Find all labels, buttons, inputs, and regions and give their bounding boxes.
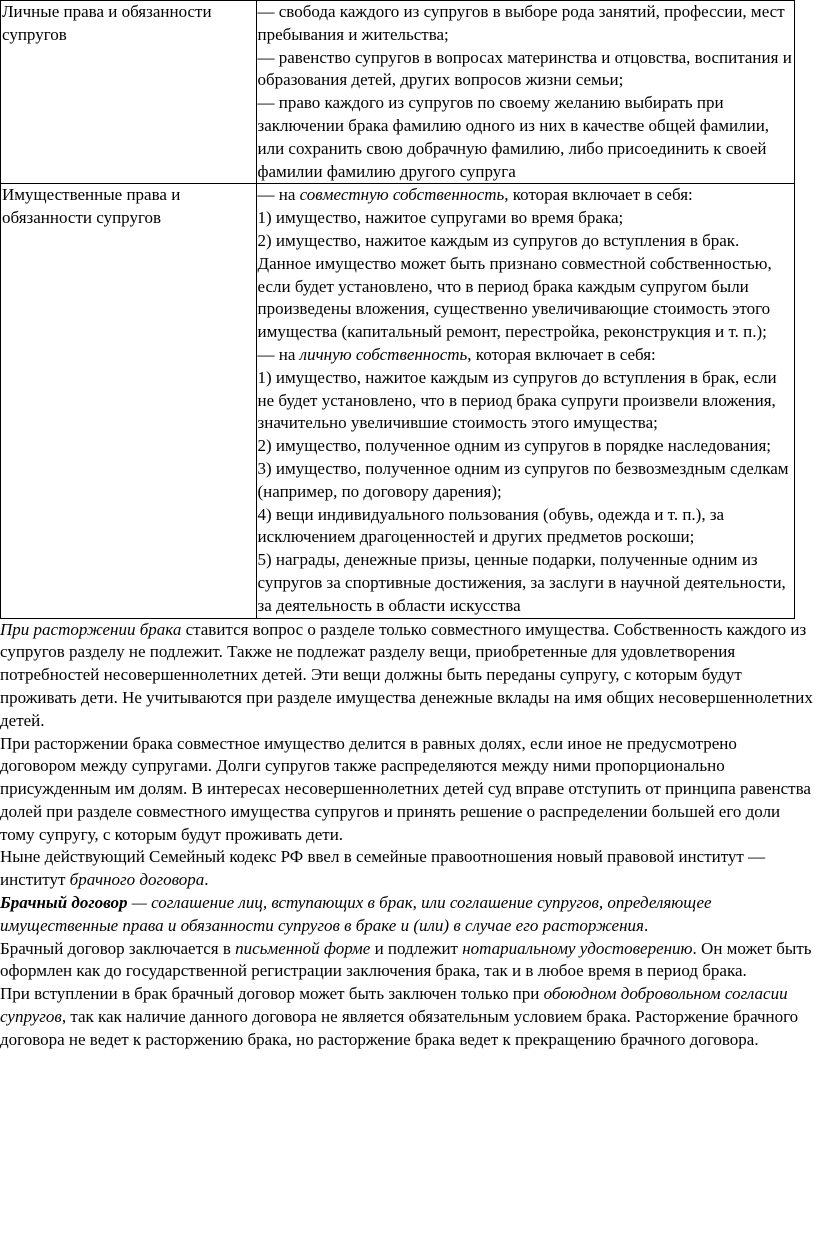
paragraph-text: При вступлении в брак брачный договор может быть заключен только при [0, 984, 544, 1004]
body-text [0, 619, 815, 1052]
list-item: 3) имущество, полученное одним из супругов по безвозмездным сделкам (например, по договору дарения); [257, 458, 789, 501]
punctuation: . [643, 915, 649, 935]
paragraph-definition [0, 892, 815, 938]
italic-lead: При расторжении брака [0, 619, 182, 639]
list-item: 5) награды, денежные призы, ценные подарки, полученные одним из супругов за спортивные достижения, за заслуги в научной деятельности, за деятельность в области искусства [257, 550, 786, 615]
paragraph-text: и подлежит [370, 938, 463, 958]
row-content [256, 1, 795, 184]
heading-suffix: , которая включает в себя: [504, 185, 693, 205]
dash-prefix: — на [257, 344, 300, 364]
rights-table [0, 0, 795, 619]
paragraph-family-code [0, 846, 815, 892]
paragraph-division: При расторжении брака совместное имущество делится в равных долях, если иное не предусмотрено договором между супругами. Долги супругов также распределяются между ними пропорционально присужденным им долям. В интересах несовершеннолетних детей суд вправе отступить от принципа равенства долей при разделе совместного имущества супругов и принять решение о распределении большей его доли тому супругу, с которым будут проживать дети. [0, 733, 811, 844]
row-content [256, 184, 795, 618]
paragraph-form [0, 938, 815, 984]
personal-property-term: личную собственность [299, 344, 468, 364]
definition-text: — соглашение лиц, вступающих в брак, или соглашение супругов, определяющее имущественные права и обязанности супругов в браке и (или) в случае его расторжения [0, 893, 712, 935]
heading-suffix: , которая включает в себя: [467, 344, 656, 364]
list-item: — свобода каждого из супругов в выборе рода занятий, профессии, мест пребывания и жительства; [257, 2, 785, 44]
punctuation: . [204, 870, 209, 890]
list-item: 2) имущество, нажитое каждым из супругов до вступления в брак. Данное имущество может быть признано совместной собственностью, если будет установлено, что в период брака каждым супругом были произведены вложения, существенно увеличивающие стоимость этого имущества (капитальный ремонт, перестройка, реконструкция и т. п.); [257, 230, 772, 342]
joint-property-heading [258, 184, 795, 207]
row-label: Личные права и обязанности супругов [1, 1, 257, 184]
table-row [1, 1, 795, 184]
paragraph-text: ставится вопрос о разделе только совместного имущества. Собственность каждого из супругов разделу не подлежит. Также не подлежат разделу вещи, приобретенные для удовлетворения потребностей несовершеннолетних детей. Эти вещи должны быть переданы супругу, с которым будут проживать дети. Не учитываются при разделе имущества денежные вклады на имя общих несовершеннолетних детей. [0, 619, 813, 730]
paragraph-text: . Он может быть оформлен как до государственной регистрации заключения брака, так и в любое время в период брака. [0, 938, 812, 981]
italic-term: письменной форме [235, 938, 371, 958]
dash-prefix: — на [257, 185, 300, 205]
list-item: 1) имущество, нажитое супругами во время брака; [257, 208, 624, 228]
list-item: — равенство супругов в вопросах материнства и отцовства, воспитания и образования детей, других вопросов жизни семьи; [257, 47, 792, 90]
paragraph-text: Ныне действующий Семейный кодекс РФ ввел в семейные правоотношения новый правовой институт — институт [0, 847, 766, 890]
joint-property-term: совместную собственность [299, 185, 505, 205]
row-label: Имущественные права и обязанности супругов [1, 184, 257, 618]
list-item: 1) имущество, нажитое каждым из супругов до вступления в брак, если не будет установлено, что в период брака супруги произвели вложения, значительно увеличившие стоимость этого имущества; [257, 367, 777, 433]
italic-term: брачного договора [69, 870, 205, 890]
defined-term: Брачный договор [0, 893, 128, 913]
paragraph-divorce [0, 619, 815, 733]
list-item: 4) вещи индивидуального пользования (обувь, одежда и т. п.), за исключением драгоценностей и других предметов роскоши; [257, 504, 725, 547]
paragraph-text: Брачный договор заключается в [0, 938, 236, 958]
italic-term: обоюдном добровольном согласии супругов [0, 984, 788, 1027]
paragraph-text: , так как наличие данного договора не является обязательным условием брака. Расторжение брачного договора не ведет к расторжению брака, но расторжение брака ведет к прекращению брачного договора. [0, 1007, 799, 1049]
personal-property-heading [258, 344, 795, 367]
table-row [1, 184, 795, 618]
paragraph-consent [0, 983, 815, 1051]
list-item: 2) имущество, полученное одним из супругов в порядке наследования; [257, 436, 772, 456]
list-item: — право каждого из супругов по своему желанию выбирать при заключении брака фамилию одного из них в качестве общей фамилии, или сохранить свою добрачную фамилию, либо присоединить к своей фамилии фамилию другого супруга [257, 93, 770, 181]
italic-term: нотариальному удостоверению [462, 938, 693, 958]
